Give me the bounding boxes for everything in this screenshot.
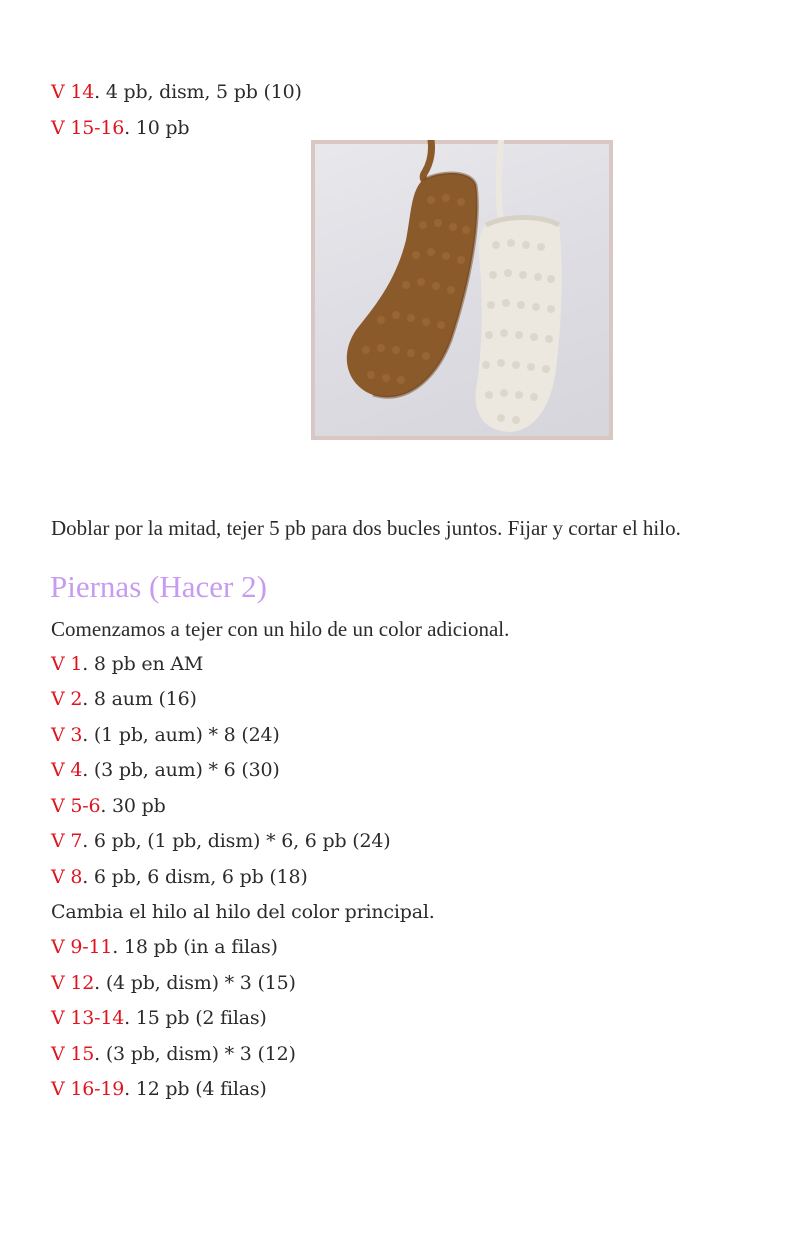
- round-instruction: . 4 pb, dism, 5 pb (10): [94, 81, 302, 103]
- round-instruction: . 6 pb, (1 pb, dism) * 6, 6 pb (24): [82, 830, 391, 852]
- round-instruction: . 18 pb (in a filas): [112, 936, 278, 958]
- round-instruction: . (4 pb, dism) * 3 (15): [94, 972, 296, 994]
- pattern-row: [51, 758, 280, 782]
- section-heading: Piernas (Hacer 2): [50, 569, 267, 604]
- round-instruction: . 30 pb: [100, 795, 166, 817]
- round-instruction: . 10 pb: [124, 117, 190, 139]
- round-label: V 4: [51, 759, 83, 781]
- photo-illustration: [311, 140, 613, 440]
- pattern-row: [51, 971, 296, 995]
- pattern-row: [51, 829, 390, 853]
- pattern-row: [51, 865, 308, 889]
- pattern-row: [51, 935, 278, 959]
- pattern-row: [51, 1042, 296, 1066]
- round-instruction: . 12 pb (4 filas): [124, 1078, 267, 1100]
- pattern-row: [51, 80, 302, 104]
- round-instruction: . 8 aum (16): [82, 688, 197, 710]
- pattern-row: [51, 116, 189, 140]
- pattern-row: [51, 723, 280, 747]
- crochet-legs-photo: [311, 140, 613, 440]
- round-label: V 8: [51, 866, 83, 888]
- round-label: V 1: [51, 653, 83, 675]
- section-intro: Comenzamos a tejer con un hilo de un color adicional.: [51, 617, 510, 641]
- round-label: V 2: [51, 688, 83, 710]
- round-label: V 7: [51, 830, 83, 852]
- round-instruction: . (3 pb, dism) * 3 (12): [94, 1043, 296, 1065]
- round-label: V 9-11: [51, 936, 113, 958]
- instruction-text: Doblar por la mitad, tejer 5 pb para dos bucles juntos. Fijar y cortar el hilo.: [51, 516, 681, 540]
- pattern-row: [51, 794, 166, 818]
- round-label: V 14: [51, 81, 95, 103]
- round-instruction: . 6 pb, 6 dism, 6 pb (18): [82, 866, 308, 888]
- round-label: V 3: [51, 724, 83, 746]
- round-instruction: . 8 pb en AM: [82, 653, 204, 675]
- round-label: V 16-19: [51, 1078, 125, 1100]
- round-label: V 12: [51, 972, 95, 994]
- round-instruction: . (3 pb, aum) * 6 (30): [82, 759, 280, 781]
- round-instruction: . 15 pb (2 filas): [124, 1007, 267, 1029]
- pattern-row: [51, 687, 197, 711]
- color-change-note: Cambia el hilo al hilo del color principal.: [51, 901, 435, 923]
- round-label: V 15-16: [51, 117, 125, 139]
- round-label: V 15: [51, 1043, 95, 1065]
- pattern-row: [51, 1006, 267, 1030]
- pattern-row: [51, 1077, 267, 1101]
- round-instruction: . (1 pb, aum) * 8 (24): [82, 724, 280, 746]
- pattern-row: [51, 652, 203, 676]
- round-label: V 13-14: [51, 1007, 125, 1029]
- round-label: V 5-6: [51, 795, 101, 817]
